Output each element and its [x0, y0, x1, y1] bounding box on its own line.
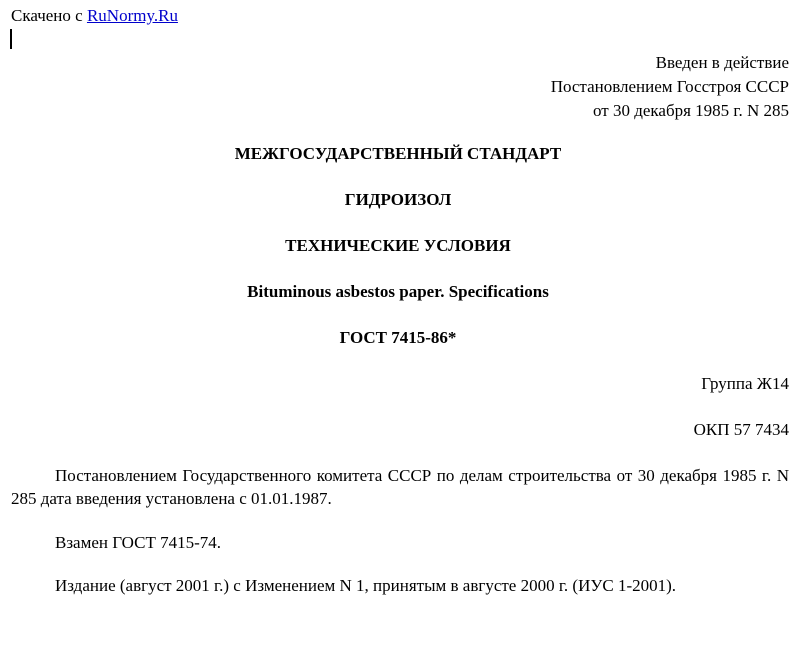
edition-paragraph: Издание (август 2001 г.) с Изменением N 1, принятым в августе 2000 г. (ИУС 1-2001).	[55, 576, 677, 595]
source-line	[11, 6, 178, 26]
gost-number-heading: ГОСТ 7415-86*	[339, 328, 457, 347]
replaces-paragraph: Взамен ГОСТ 7415-74.	[55, 533, 222, 552]
subtitle-heading: ТЕХНИЧЕСКИЕ УСЛОВИЯ	[285, 236, 511, 255]
group-code: Группа Ж14	[701, 374, 789, 393]
product-heading: ГИДРОИЗОЛ	[344, 190, 452, 209]
standard-type-heading: МЕЖГОСУДАРСТВЕННЫЙ СТАНДАРТ	[234, 144, 562, 163]
runormy-link[interactable]: RuNormy.Ru	[86, 6, 178, 25]
decree-paragraph: Постановлением Государственного комитета СССР по делам строительства от 30 декабря 1985 г. N 285 дата введения установлена с 01.01.1987.	[11, 466, 789, 508]
english-title-heading: Bituminous asbestos paper. Specifications	[247, 282, 549, 301]
source-prefix: Скачено с	[11, 6, 83, 25]
intro-line-1: Введен в действие	[655, 53, 789, 72]
intro-line-2: Постановлением Госстроя СССР	[550, 77, 789, 96]
okp-code: ОКП 57 7434	[693, 420, 789, 439]
introduction-block	[551, 51, 789, 123]
intro-line-3: от 30 декабря 1985 г. N 285	[593, 101, 789, 120]
text-cursor	[10, 29, 12, 49]
